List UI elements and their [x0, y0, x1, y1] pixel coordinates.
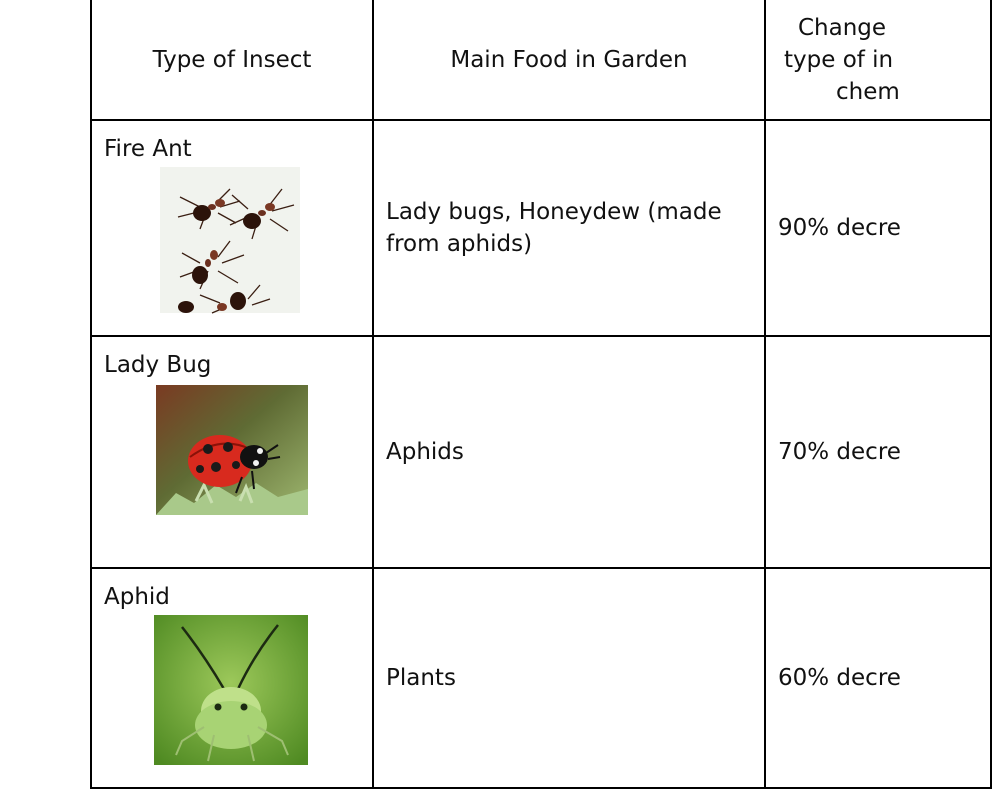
- table-header-row: [91, 0, 991, 120]
- insect-name: Fire Ant: [104, 136, 192, 162]
- food-cell: Aphids: [373, 336, 765, 568]
- header-change: [765, 0, 991, 120]
- fire-ants-photo: [160, 167, 300, 313]
- insect-table: [90, 0, 992, 789]
- table-row: [91, 336, 991, 568]
- insect-cell: [91, 568, 373, 788]
- change-cell: 60% decre: [765, 568, 991, 788]
- insect-cell: [91, 120, 373, 336]
- insect-cell: [91, 336, 373, 568]
- aphid-photo: [154, 615, 308, 765]
- header-insect-type: Type of Insect: [91, 0, 373, 120]
- food-cell: Plants: [373, 568, 765, 788]
- header-change-line3: chem: [836, 78, 900, 105]
- ladybug-photo: [156, 385, 308, 515]
- table-row: [91, 120, 991, 336]
- header-change-line1: Change: [798, 14, 887, 41]
- insect-name: Aphid: [104, 584, 170, 610]
- change-cell: 90% decre: [765, 120, 991, 336]
- food-cell: Lady bugs, Honeydew (made from aphids): [373, 120, 765, 336]
- insect-table-container: [90, 0, 910, 788]
- header-change-line2: type of in: [784, 46, 894, 73]
- change-cell: 70% decre: [765, 336, 991, 568]
- insect-name: Lady Bug: [104, 352, 212, 378]
- header-main-food: Main Food in Garden: [373, 0, 765, 120]
- table-row: [91, 568, 991, 788]
